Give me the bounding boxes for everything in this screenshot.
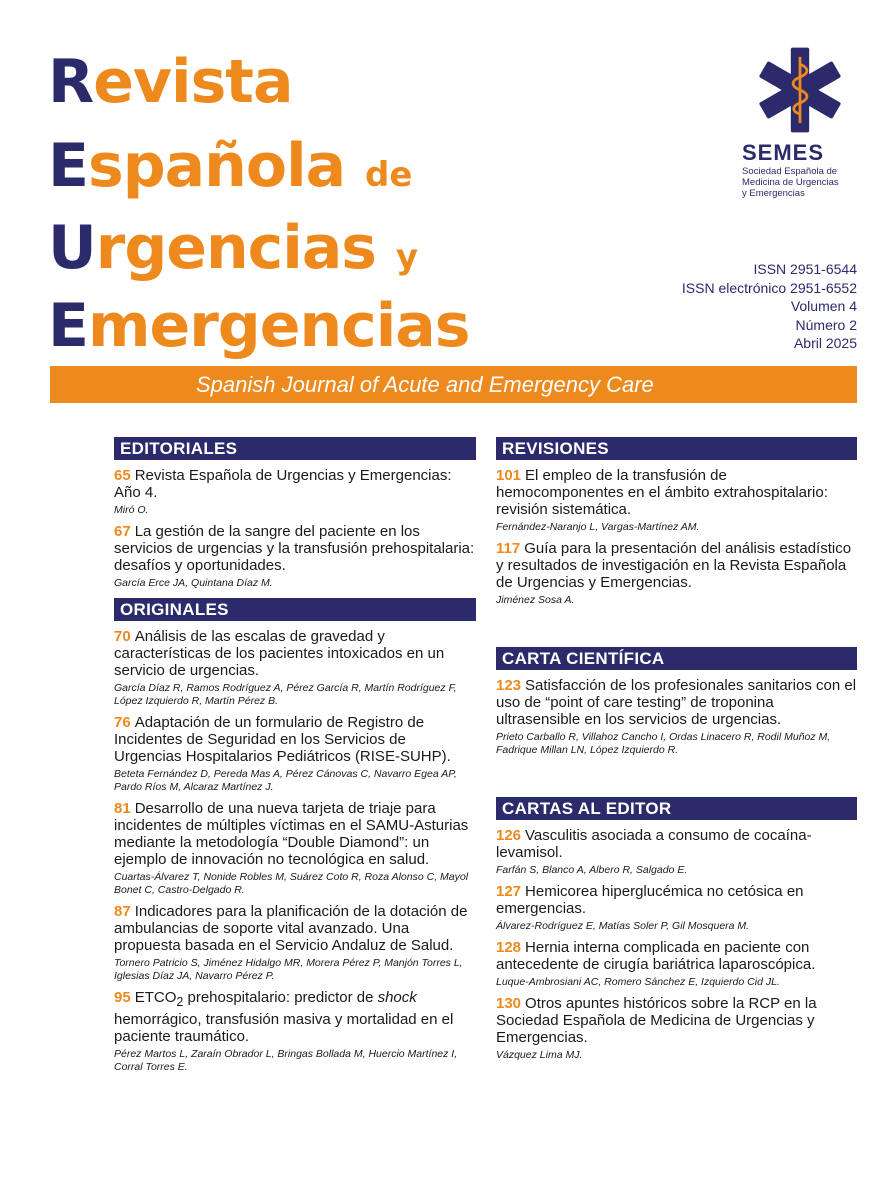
toc-entry[interactable]: [114, 714, 476, 794]
article-title: El empleo de la transfusión de hemocomponentes en el ámbito extrahospitalario: revisión sistemática.: [496, 467, 828, 518]
article-title: Satisfacción de los profesionales sanitarios con el uso de “point of care testing” de troponina ultrasensible en los servicios de urgencias.: [496, 677, 857, 728]
page-number: 127: [496, 883, 522, 900]
page-number: 87: [114, 903, 131, 920]
toc-entry[interactable]: [114, 523, 476, 590]
article-title: La gestión de la sangre del paciente en los servicios de urgencias y la transfusión prehospitalaria: desafíos y oportunidades.: [114, 523, 475, 574]
issn-electronic: ISSN electrónico 2951-6552: [681, 279, 857, 296]
page-number: 76: [114, 714, 131, 731]
article-title: Guía para la presentación del análisis estadístico y resultados de investigación en la Revista Española de Urgencias y Emergencias.: [496, 540, 852, 591]
title-word-espanola: spañola: [88, 131, 366, 201]
issn-print: ISSN 2951-6544: [753, 261, 857, 277]
page-number: 130: [496, 995, 522, 1012]
article-title: Hemicorea hiperglucémica no cetósica en emergencias.: [496, 883, 804, 917]
article-authors: Jiménez Sosa A.: [496, 594, 575, 606]
journal-title-line-1: [48, 47, 293, 117]
title-word-emergencias: mergencias: [88, 291, 470, 361]
title-word-y: y: [395, 237, 419, 277]
article-title-italic: shock: [377, 989, 417, 1006]
article-title: Revista Española de Urgencias y Emergencias: Año 4.: [114, 467, 452, 501]
article-authors: Fernández-Naranjo L, Vargas-Martínez AM.: [496, 521, 700, 533]
toc-entry[interactable]: [114, 628, 476, 708]
toc-right-column: [496, 437, 857, 1068]
volume: Volumen 4: [790, 298, 857, 314]
page-number: 117: [496, 540, 521, 557]
article-title: Indicadores para la planificación de la dotación de ambulancias de soporte vital avanzado. Una propuesta basada en el Servicio Andaluz de Salud.: [114, 903, 468, 954]
toc-entry[interactable]: [496, 995, 857, 1062]
toc-entry[interactable]: [114, 989, 476, 1074]
article-authors: Luque-Ambrosiani AC, Romero Sánchez E, Izquierdo Cid JL.: [496, 976, 780, 988]
semes-name-line-2: Medicina de Urgencias: [742, 177, 839, 188]
article-title-part: ETCO: [134, 989, 177, 1006]
article-authors: Beteta Fernández D, Pereda Mas A, Pérez Cánovas C, Navarro Egea AP, Pardo Ríos M, Alcaraz Martínez J.: [114, 768, 457, 793]
journal-subtitle-band: [50, 366, 857, 403]
title-word-de: de: [365, 155, 413, 195]
article-authors: Álvarez-Rodríguez E, Matías Soler P, Gil Mosquera M.: [496, 920, 750, 932]
article-title: Análisis de las escalas de gravedad y características de los pacientes intoxicados en un servicio de urgencias.: [114, 628, 445, 679]
journal-title-line-3: [48, 213, 419, 283]
page-number: 126: [496, 827, 522, 844]
section-heading-editoriales: EDITORIALES: [114, 437, 476, 460]
article-authors: García Erce JA, Quintana Díaz M.: [114, 577, 273, 589]
semes-name-line-1: Sociedad Española de: [742, 166, 838, 177]
article-authors: García Díaz R, Ramos Rodríguez A, Pérez García R, Martín Rodríguez F, López Izquierdo R, Martín Pérez B.: [114, 682, 457, 707]
toc-entry[interactable]: [496, 677, 857, 757]
toc-entry[interactable]: [114, 800, 476, 897]
issue-number: Número 2: [795, 316, 857, 333]
title-initial-r: R: [48, 47, 94, 117]
section-heading-cartas-al-editor: CARTAS AL EDITOR: [496, 797, 857, 820]
article-title: Otros apuntes históricos sobre la RCP en la Sociedad Española de Medicina de Urgencias y Emergencias.: [496, 995, 817, 1046]
article-authors: Tornero Patricio S, Jiménez Hidalgo MR, Morera Pérez P, Manjón Torres L, Iglesias Díaz JA, Navarro Pérez P.: [114, 957, 463, 982]
title-initial-e: E: [48, 131, 88, 201]
title-word-urgencias: rgencias: [95, 213, 396, 283]
toc-entry[interactable]: [496, 540, 857, 607]
section-heading-originales: ORIGINALES: [114, 598, 476, 621]
page-number: 65: [114, 467, 131, 484]
article-title-part: hemorrágico, transfusión masiva y mortalidad en el paciente traumático.: [114, 1011, 454, 1045]
toc-entry[interactable]: [496, 939, 857, 989]
article-authors: Prieto Carballo R, Villahoz Cancho I, Ordas Linacero R, Rodil Muñoz M, Fadrique Millan LN, López Izquierdo R.: [496, 731, 831, 756]
section-heading-carta-cientifica: CARTA CIENTÍFICA: [496, 647, 857, 670]
toc-entry[interactable]: [496, 827, 857, 877]
page-number: 123: [496, 677, 522, 694]
title-initial-u: U: [48, 213, 96, 283]
semes-name-line-3: y Emergencias: [742, 188, 805, 199]
title-word-revista: evista: [93, 47, 293, 117]
article-authors: Vázquez Lima MJ.: [496, 1049, 583, 1061]
toc-entry[interactable]: [496, 883, 857, 933]
semes-logo: [742, 44, 862, 199]
page-number: 95: [114, 989, 131, 1006]
page-number: 101: [496, 467, 522, 484]
article-title-part: prehospitalario: predictor de: [183, 989, 378, 1006]
article-authors: Miró O.: [114, 504, 149, 516]
article-authors: Farfán S, Blanco A, Albero R, Salgado E.: [496, 864, 688, 876]
toc-entry[interactable]: [496, 467, 857, 534]
issue-info: [682, 260, 857, 353]
article-title: Desarrollo de una nueva tarjeta de triaje para incidentes de múltiples víctimas en el SAMU-Asturias mediante la metodología “Double Diamond”: un ejemplo de innovación no tecnológica en salud.: [114, 800, 469, 868]
semes-abbreviation: SEMES: [742, 140, 825, 165]
toc-entry[interactable]: [114, 903, 476, 983]
page-number: 81: [114, 800, 131, 817]
page-number: 67: [114, 523, 131, 540]
journal-subtitle: Spanish Journal of Acute and Emergency Care: [196, 372, 654, 397]
article-title: Adaptación de un formulario de Registro de Incidentes de Seguridad en los Servicios de Urgencias Hospitalarios Pediátricos (RISE-SUHP).: [114, 714, 451, 765]
article-authors: Cuartas-Álvarez T, Nonide Robles M, Suárez Coto R, Roza Alonso C, Mayol Bonet C, Castro-Delgado R.: [114, 871, 469, 896]
issue-date: Abril 2025: [793, 335, 857, 351]
article-authors: Pérez Martos L, Zaraín Obrador L, Bringas Bollada M, Huercio Martínez I, Corral Torres E.: [114, 1048, 458, 1073]
star-of-life-icon: [754, 44, 846, 136]
journal-title-line-2: [48, 131, 413, 201]
page-number: 70: [114, 628, 131, 645]
section-heading-revisiones: REVISIONES: [496, 437, 857, 460]
page-number: 128: [496, 939, 522, 956]
article-title: Vasculitis asociada a consumo de cocaína-levamisol.: [496, 827, 812, 861]
toc-entry[interactable]: [114, 467, 476, 517]
journal-title-line-4: [48, 291, 470, 361]
article-title: Hernia interna complicada en paciente con antecedente de cirugía bariátrica laparoscópica.: [496, 939, 816, 973]
toc-left-column: [114, 437, 476, 1080]
title-initial-e2: E: [48, 291, 88, 361]
article-title-subscript: 2: [176, 995, 184, 1009]
